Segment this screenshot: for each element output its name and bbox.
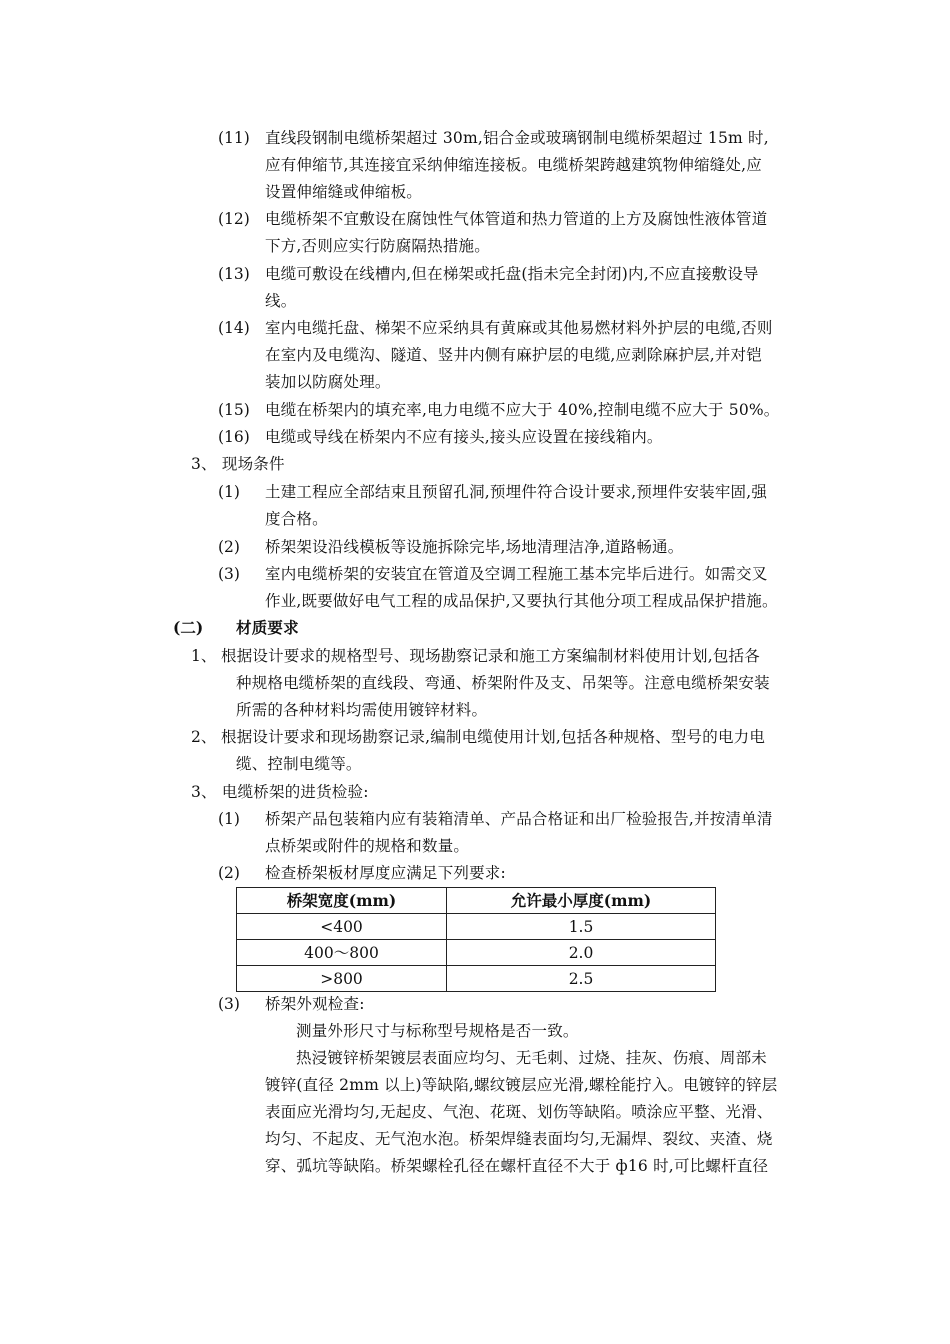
table-cell: 2.0 (447, 940, 716, 966)
text-line: 下方,否则应实行防腐隔热措施。 (265, 237, 490, 255)
table-cell: >800 (237, 966, 447, 992)
thickness-table (236, 887, 716, 992)
text-line: 度合格。 (265, 510, 328, 528)
text-line: 热浸镀锌桥架镀层表面应均匀、无毛刺、过烧、挂灰、伤痕、周部未 (296, 1049, 768, 1067)
text-line: 缆、控制电缆等。 (236, 755, 362, 773)
text-line: 桥架外观检查: (265, 995, 365, 1013)
text-line: 在室内及电缆沟、隧道、竖井内侧有麻护层的电缆,应剥除麻护层,并对铠 (265, 346, 762, 364)
text-line: 种规格电缆桥架的直线段、弯通、桥架附件及支、吊架等。注意电缆桥架安装 (236, 674, 770, 692)
text-line: 根据设计要求的规格型号、现场勘察记录和施工方案编制材料使用计划,包括各 (221, 647, 760, 665)
item-number: (12) (218, 210, 250, 228)
item-number: (1) (218, 483, 240, 501)
text-line: 线。 (265, 292, 297, 310)
text-line: 点桥架或附件的规格和数量。 (265, 837, 470, 855)
text-line: 镀锌(直径 2mm 以上)等缺陷,螺纹镀层应光滑,螺栓能拧入。电镀锌的锌层 (265, 1076, 778, 1094)
text-line: 作业,既要做好电气工程的成品保护,又要执行其他分项工程成品保护措施。 (265, 592, 778, 610)
item-number: (1) (218, 810, 240, 828)
text-line: 测量外形尺寸与标称型号规格是否一致。 (296, 1022, 579, 1040)
table-header-row (237, 888, 716, 914)
item-number: (15) (218, 401, 250, 419)
text-line: 根据设计要求和现场勘察记录,编制电缆使用计划,包括各种规格、型号的电力电 (221, 728, 766, 746)
item-number: (16) (218, 428, 250, 446)
text-line: 穿、弧坑等缺陷。桥架螺栓孔径在螺杆直径不大于 ф16 时,可比螺杆直径 (265, 1157, 769, 1175)
item-number: (3) (218, 565, 240, 583)
item-number: 1、 (191, 647, 217, 665)
table-header: 允许最小厚度(mm) (447, 888, 716, 914)
item-number: 2、 (191, 728, 217, 746)
section-heading: 3、 电缆桥架的进货检验: (191, 783, 369, 801)
text-line: 均匀、不起皮、无气泡水泡。桥架焊缝表面均匀,无漏焊、裂纹、夹渣、烧 (265, 1130, 773, 1148)
table-cell: 400～800 (237, 940, 447, 966)
table-cell: <400 (237, 914, 447, 940)
text-line: 电缆桥架不宜敷设在腐蚀性气体管道和热力管道的上方及腐蚀性液体管道 (265, 210, 768, 228)
part-number: (二) (173, 618, 204, 637)
text-line: 室内电缆桥架的安装宜在管道及空调工程施工基本完毕后进行。如需交叉 (265, 565, 768, 583)
text-line: 表面应光滑均匀,无起皮、气泡、花斑、划伤等缺陷。喷涂应平整、光滑、 (265, 1103, 773, 1121)
table-row (237, 914, 716, 940)
text-line: 设置伸缩缝或伸缩板。 (265, 183, 423, 201)
text-line: 所需的各种材料均需使用镀锌材料。 (236, 701, 488, 719)
text-line: 应有伸缩节,其连接宜采纳伸缩连接板。电缆桥架跨越建筑物伸缩缝处,应 (265, 156, 762, 174)
item-number: (14) (218, 319, 250, 337)
text-line: 装加以防腐处理。 (265, 373, 391, 391)
part-title: 材质要求 (236, 618, 299, 637)
item-number: (11) (218, 129, 250, 147)
table-row (237, 940, 716, 966)
table-row (237, 966, 716, 992)
section-heading: 3、 现场条件 (191, 455, 285, 473)
table-header: 桥架宽度(mm) (237, 888, 447, 914)
item-number: (2) (218, 864, 240, 882)
text-line: 电缆可敷设在线槽内,但在梯架或托盘(指未完全封闭)内,不应直接敷设导 (265, 265, 759, 283)
text-line: 土建工程应全部结束且预留孔洞,预埋件符合设计要求,预埋件安装牢固,强 (265, 483, 768, 501)
text-line: 桥架产品包装箱内应有装箱清单、产品合格证和出厂检验报告,并按清单清 (265, 810, 773, 828)
text-line: 电缆或导线在桥架内不应有接头,接头应设置在接线箱内。 (265, 428, 663, 446)
text-line: 电缆在桥架内的填充率,电力电缆不应大于 40%,控制电缆不应大于 50%。 (265, 401, 780, 419)
text-line: 桥架架设沿线模板等设施拆除完毕,场地清理洁净,道路畅通。 (265, 538, 684, 556)
text-line: 直线段钢制电缆桥架超过 30m,铝合金或玻璃钢制电缆桥架超过 15m 时, (265, 129, 769, 147)
text-line: 室内电缆托盘、梯架不应采纳具有黄麻或其他易燃材料外护层的电缆,否则 (265, 319, 773, 337)
table-cell: 2.5 (447, 966, 716, 992)
table-cell: 1.5 (447, 914, 716, 940)
item-number: (2) (218, 538, 240, 556)
text-line: 检查桥架板材厚度应满足下列要求: (265, 864, 506, 882)
item-number: (13) (218, 265, 250, 283)
item-number: (3) (218, 995, 240, 1013)
